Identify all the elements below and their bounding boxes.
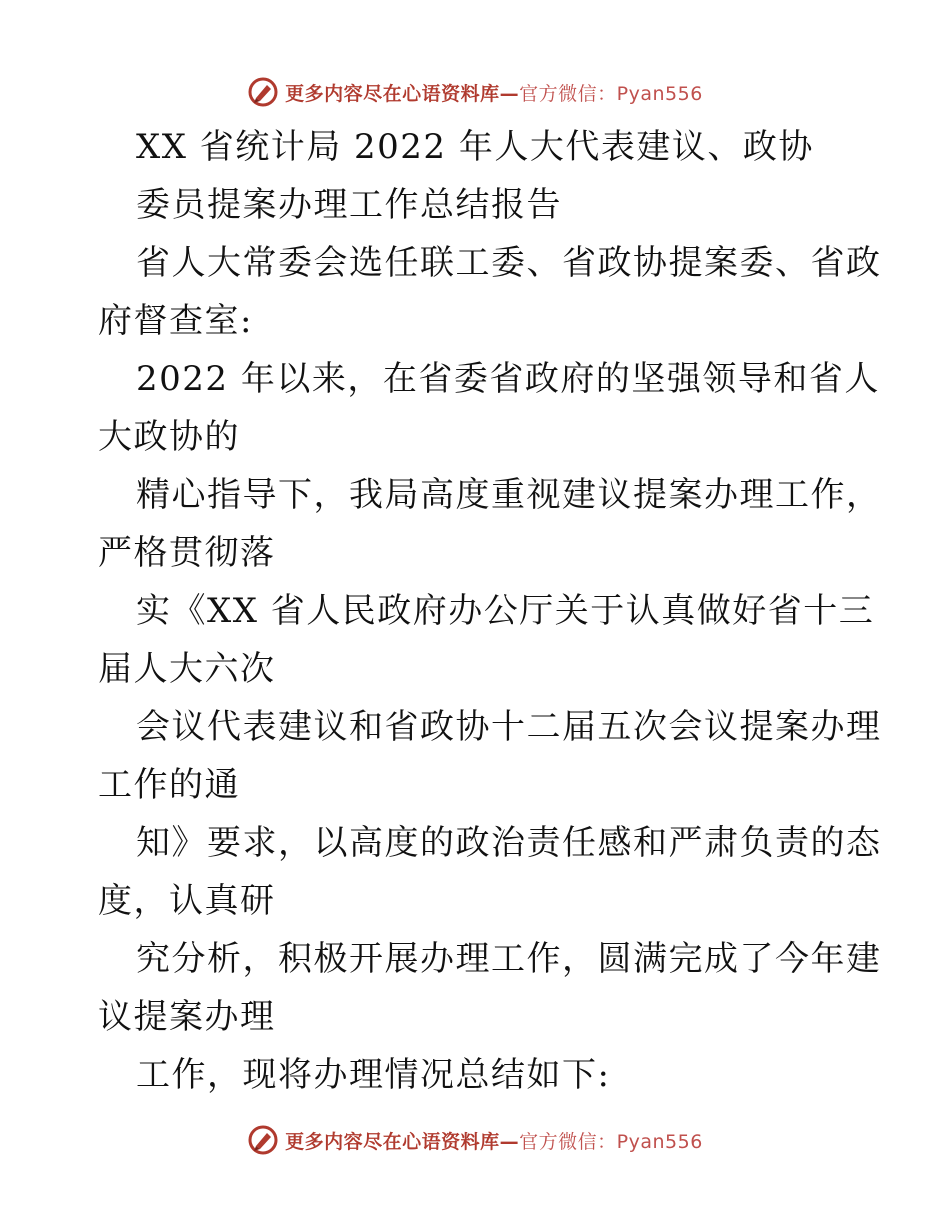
body-line: 议提案办理 [98,997,276,1037]
watermark-dash: — [499,1130,520,1153]
body-line: 精心指导下，我局高度重视建议提案办理工作， [136,475,882,515]
body-line: 大政协的 [98,417,240,457]
body-line: 2022 年以来，在省委省政府的坚强领导和省人 [136,359,880,399]
title-line-2: 委员提案办理工作总结报告 [136,185,562,225]
body-line: 度，认真研 [98,881,276,921]
watermark-contact: 官方微信：Pyan556 [519,1130,703,1153]
document-body [98,118,882,1104]
watermark-title: 更多内容尽在心语资料库 [285,1130,500,1153]
watermark-title: 更多内容尽在心语资料库 [285,82,500,105]
body-line: 究分析，积极开展办理工作，圆满完成了今年建 [136,939,882,979]
header-watermark [0,72,950,112]
body-line: 工作的通 [98,765,240,805]
body-line: 严格贯彻落 [98,533,276,573]
body-line: 实《XX 省人民政府办公厅关于认真做好省十三 [136,591,875,631]
title-line-1: XX 省统计局 2022 年人大代表建议、政协 [136,127,814,167]
watermark-dash: — [499,82,520,105]
body-line: 会议代表建议和省政协十二届五次会议提案办理 [136,707,882,747]
pen-logo-icon [247,1124,279,1156]
body-line: 知》要求，以高度的政治责任感和严肃负责的态 [136,823,882,863]
watermark-contact: 官方微信：Pyan556 [519,82,703,105]
recipient-line-2: 府督查室: [98,301,253,341]
body-line: 届人大六次 [98,649,276,689]
pen-logo-icon [247,76,279,108]
footer-watermark [0,1120,950,1160]
recipient-line-1: 省人大常委会选任联工委、省政协提案委、省政 [136,243,882,283]
body-line: 工作，现将办理情况总结如下: [136,1055,611,1095]
